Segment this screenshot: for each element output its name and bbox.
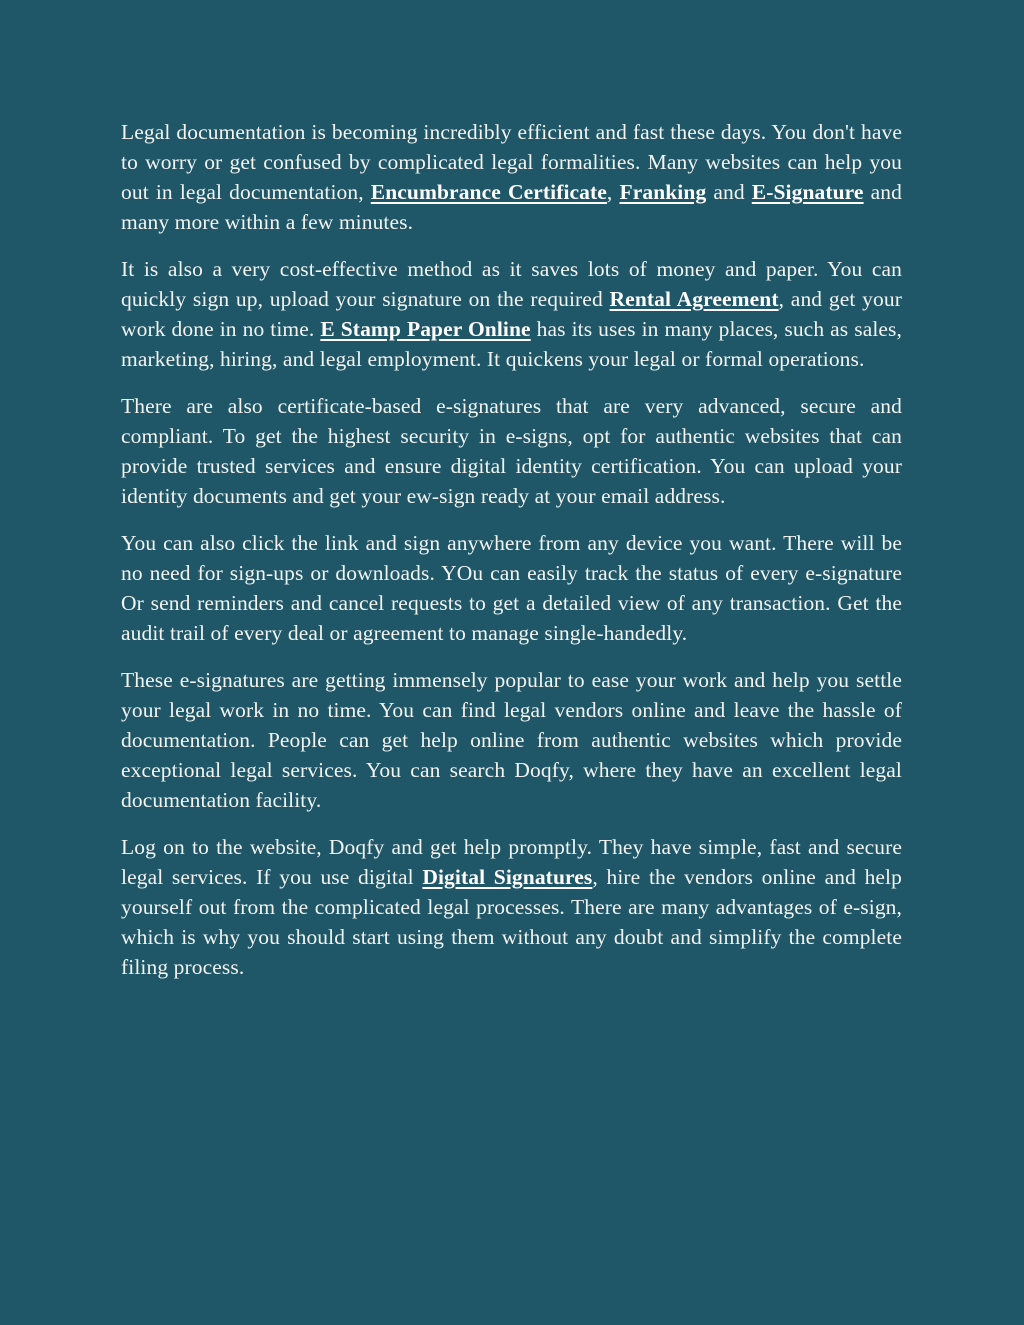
paragraph-4 xyxy=(121,528,902,648)
e-signature-link[interactable]: E-Signature xyxy=(751,180,864,204)
paragraph-text: It is also a very cost-effective method as it saves lots of money and paper. You can quickly sign up, upload your signature on the required xyxy=(121,257,902,311)
paragraph-text: Log on to the website, Doqfy and get help promptly. They have simple, fast and secure legal services. If you use digital xyxy=(121,835,902,889)
paragraph-text: and many more within a few minutes. xyxy=(121,180,902,234)
paragraph-text: Legal documentation is becoming incredibly efficient and fast these days. You don't have to worry or get confused by complicated legal formalities. Many websites can help you out in legal documentation, xyxy=(121,120,902,204)
paragraph-5 xyxy=(121,665,902,815)
paragraph-text: and xyxy=(706,180,752,204)
e-stamp-paper-online-link[interactable]: E Stamp Paper Online xyxy=(320,317,531,341)
paragraph-text: , xyxy=(606,180,620,204)
paragraph-6 xyxy=(121,832,902,982)
paragraph-3 xyxy=(121,391,902,511)
paragraph-text: , hire the vendors online and help yourself out from the complicated legal processes. There are many advantages of e-sign, which is why you should start using them without any doubt and simplify the complete filing process. xyxy=(121,865,902,979)
paragraph-1 xyxy=(121,117,902,237)
paragraph-text: These e-signatures are getting immensely popular to ease your work and help you settle your legal work in no time. You can find legal vendors online and leave the hassle of documentation. People can get help online from authentic websites which provide exceptional legal services. You can search Doqfy, where they have an excellent legal documentation facility. xyxy=(121,668,902,812)
paragraph-text: , and get your work done in no time. xyxy=(121,287,902,341)
encumbrance-certificate-link[interactable]: Encumbrance Certificate xyxy=(370,180,607,204)
paragraph-text: There are also certificate-based e-signatures that are very advanced, secure and compliant. To get the highest security in e-signs, opt for authentic websites that can provide trusted services and ensure digital identity certification. You can upload your identity documents and get your ew-sign ready at your email address. xyxy=(121,394,902,508)
paragraph-2 xyxy=(121,254,902,374)
rental-agreement-link[interactable]: Rental Agreement xyxy=(609,287,779,311)
paragraph-text: has its uses in many places, such as sales, marketing, hiring, and legal employment. It quickens your legal or formal operations. xyxy=(121,317,902,371)
digital-signatures-link[interactable]: Digital Signatures xyxy=(422,865,593,889)
paragraph-text: You can also click the link and sign anywhere from any device you want. There will be no need for sign-ups or downloads. YOu can easily track the status of every e-signature Or send reminders and cancel requests to get a detailed view of any transaction. Get the audit trail of every deal or agreement to manage single-handedly. xyxy=(121,531,902,645)
franking-link[interactable]: Franking xyxy=(619,180,707,204)
